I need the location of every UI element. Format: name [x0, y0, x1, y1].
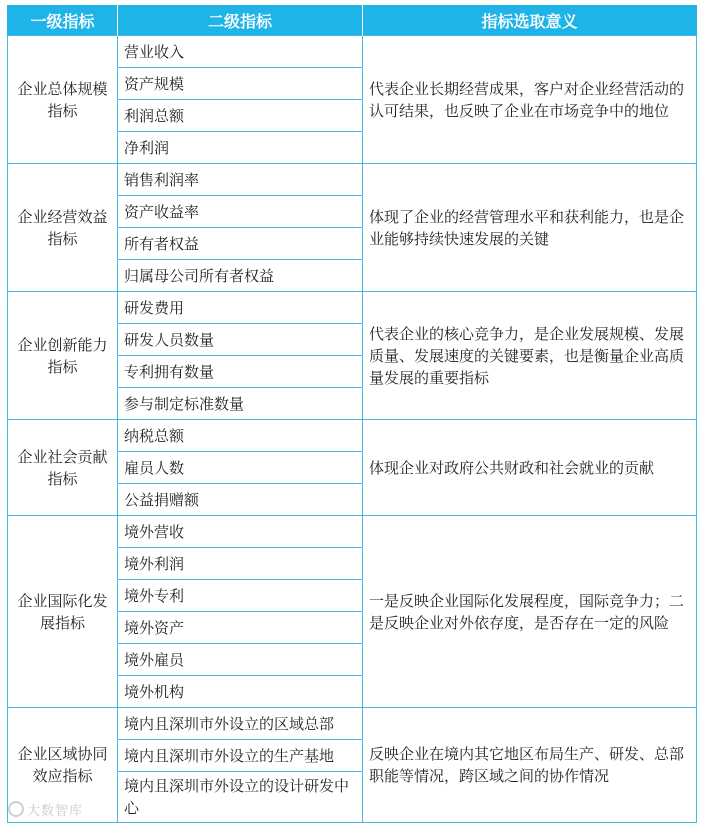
- watermark: [8, 800, 83, 819]
- level1-cell: [8, 164, 118, 292]
- level2-cell: 公益捐赠额: [118, 484, 363, 516]
- level2-cell: 归属母公司所有者权益: [118, 260, 363, 292]
- table-row: [8, 292, 697, 324]
- indicator-table: [7, 5, 697, 823]
- level1-label: 企业区域协同: [17, 745, 108, 763]
- level2-cell: 境内且深圳市外设立的区域总部: [118, 708, 363, 740]
- level1-label: 指标: [47, 469, 78, 488]
- watermark-logo-icon: [8, 801, 24, 817]
- level2-cell: 境外营收: [118, 516, 363, 548]
- level1-label: 企业创新能力: [17, 335, 108, 354]
- level2-cell: 研发费用: [118, 292, 363, 324]
- level1-cell: [8, 516, 118, 708]
- table-row: [8, 708, 697, 740]
- level2-cell: 境外利润: [118, 548, 363, 580]
- header-level1: 一级指标: [8, 5, 118, 36]
- table-row: [8, 420, 697, 452]
- level1-label: 企业社会贡献: [17, 447, 108, 466]
- level2-cell: 参与制定标准数量: [118, 388, 363, 420]
- level1-cell: [8, 420, 118, 516]
- level2-cell: 境外机构: [118, 676, 363, 708]
- level2-cell: 利润总额: [118, 100, 363, 132]
- level1-label: 企业经营效益: [17, 207, 108, 226]
- level2-cell: 所有者权益: [118, 228, 363, 260]
- level2-cell: 雇员人数: [118, 452, 363, 484]
- level2-cell: 资产收益率: [118, 196, 363, 228]
- level1-label: 效应指标: [32, 767, 93, 785]
- level1-label: 展指标: [39, 613, 85, 632]
- level2-cell: 净利润: [118, 132, 363, 164]
- level2-cell: 境外雇员: [118, 644, 363, 676]
- meaning-cell: 代表企业长期经营成果，客户对企业经营活动的认可结果，也反映了企业在市场竞争中的地位: [363, 36, 697, 164]
- meaning-cell: 体现了企业的经营管理水平和获利能力，也是企业能够持续快速发展的关键: [363, 164, 697, 292]
- watermark-text: 大数智库: [27, 804, 84, 819]
- level1-label: 指标: [47, 229, 78, 248]
- level2-cell: 销售利润率: [118, 164, 363, 196]
- header-level2: 二级指标: [118, 5, 363, 36]
- level2-cell: 专利拥有数量: [118, 356, 363, 388]
- header-row: [8, 5, 697, 36]
- meaning-cell: 体现企业对政府公共财政和社会就业的贡献: [363, 420, 697, 516]
- level2-cell: 境内且深圳市外设立的设计研发中心: [118, 772, 363, 823]
- meaning-cell: 一是反映企业国际化发展程度，国际竞争力；二是反映企业对外依存度，是否存在一定的风险: [363, 516, 697, 708]
- level1-label: 企业国际化发: [17, 591, 108, 610]
- level1-label: 企业总体规模: [17, 79, 108, 98]
- header-meaning: 指标选取意义: [363, 5, 697, 36]
- level2-cell: 境外专利: [118, 580, 363, 612]
- level1-cell: [8, 292, 118, 420]
- level1-label: 指标: [47, 357, 78, 376]
- table-row: [8, 36, 697, 68]
- level2-cell: 境内且深圳市外设立的生产基地: [118, 740, 363, 772]
- level1-cell: [8, 36, 118, 164]
- level1-label: 指标: [47, 101, 78, 120]
- level2-cell: 纳税总额: [118, 420, 363, 452]
- level2-cell: 境外资产: [118, 612, 363, 644]
- level2-cell: 研发人员数量: [118, 324, 363, 356]
- meaning-cell: 代表企业的核心竞争力，是企业发展规模、发展质量、发展速度的关键要素，也是衡量企业高质量发展的重要指标: [363, 292, 697, 420]
- level2-cell: 营业收入: [118, 36, 363, 68]
- meaning-cell: 反映企业在境内其它地区布局生产、研发、总部职能等情况，跨区域之间的协作情况: [363, 708, 697, 823]
- table-row: [8, 516, 697, 548]
- level2-cell: 资产规模: [118, 68, 363, 100]
- table-row: [8, 164, 697, 196]
